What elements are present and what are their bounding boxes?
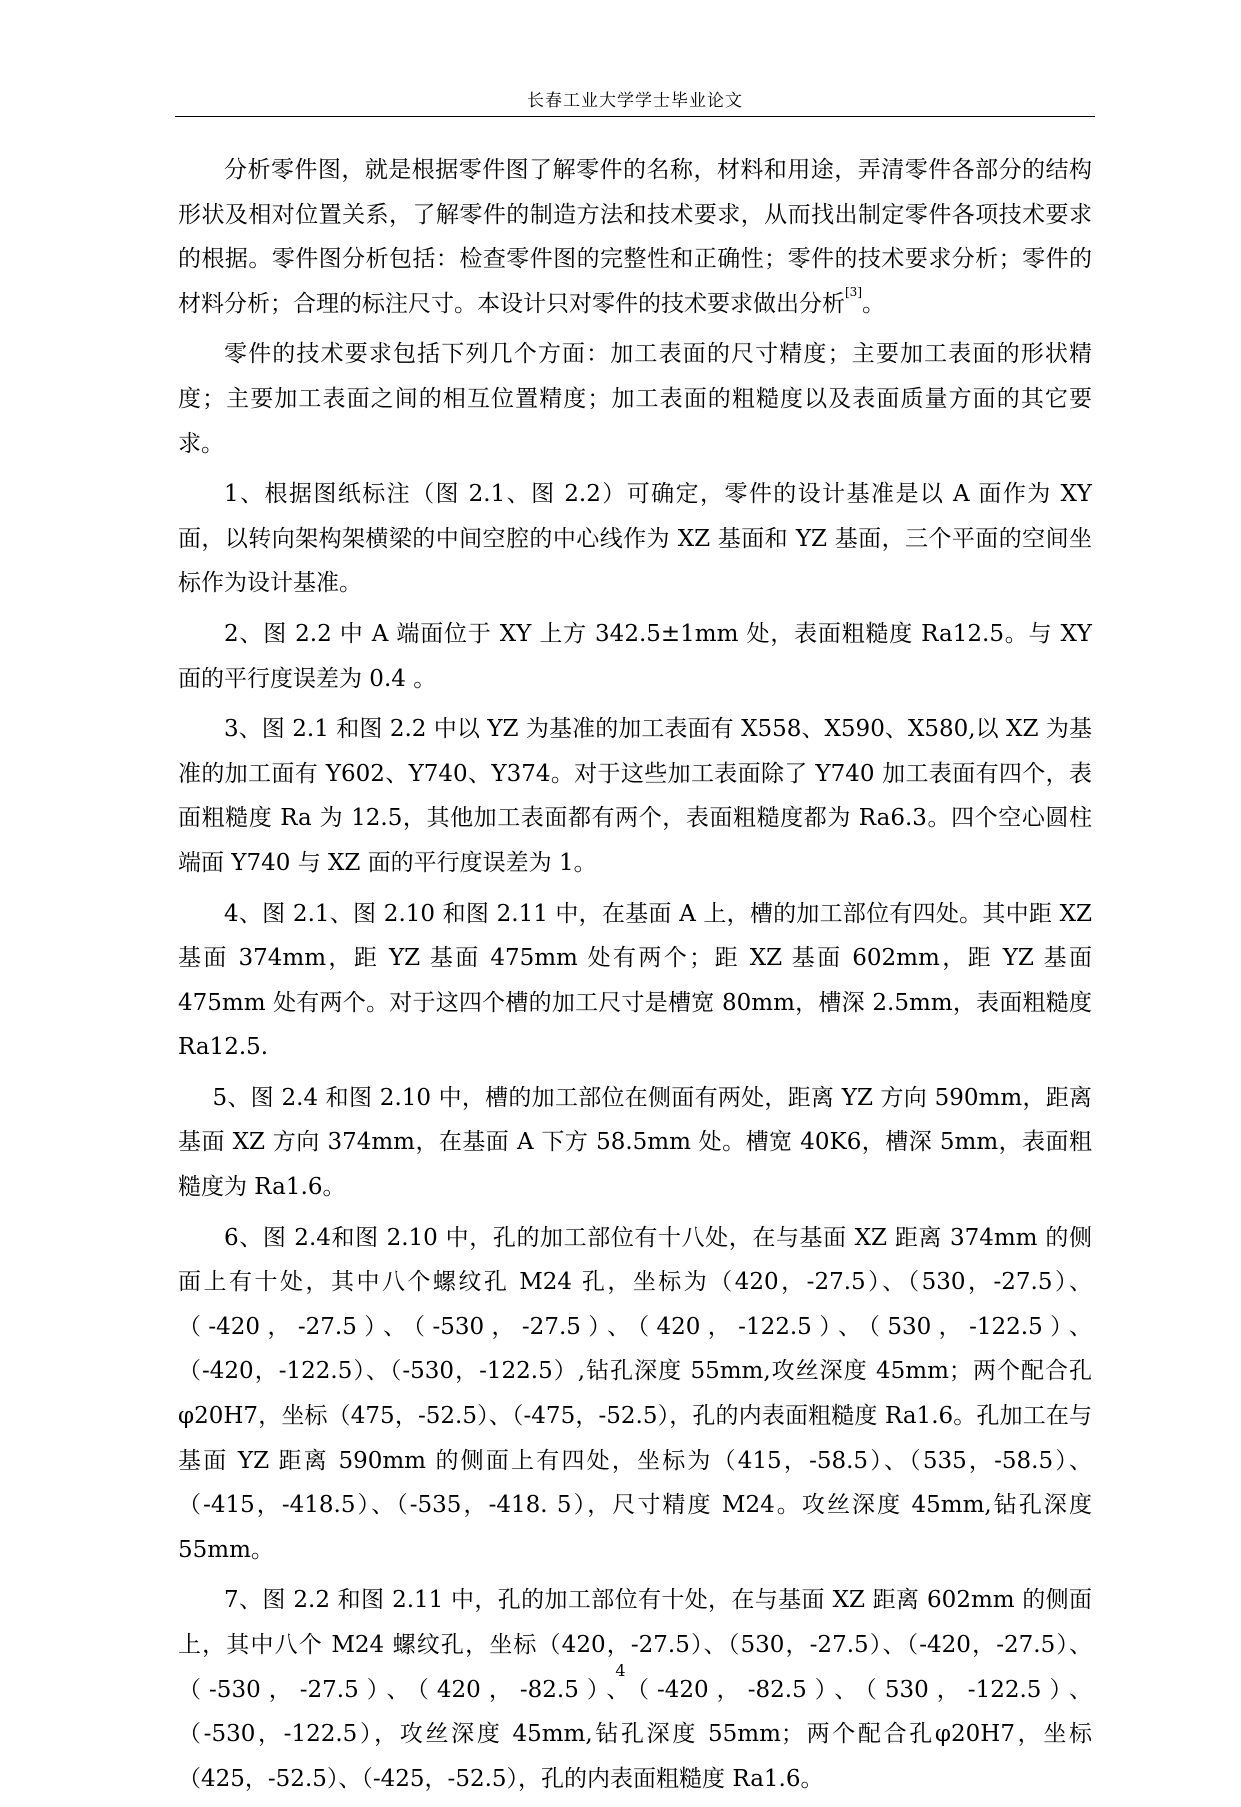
header-rule <box>175 116 1095 117</box>
paragraph: 4、图 2.1、图 2.10 和图 2.11 中，在基面 A 上，槽的加工部位有四处。其中距 XZ 基面 374mm，距 YZ 基面 475mm 处有两个；距 XZ 基面 602mm，距 YZ 基面 475mm 处有两个。对于这四个槽的加工尺寸是槽宽 80mm，槽深 2.5mm，表面粗糙度 Ra12.5. <box>178 900 1092 1061</box>
citation-mark: [3] <box>845 284 862 299</box>
paragraph: 零件的技术要求包括下列几个方面：加工表面的尺寸精度；主要加工表面的形状精度；主要加工表面之间的相互位置精度；加工表面的粗糙度以及表面质量方面的其它要求。 <box>178 341 1092 457</box>
paragraph: 7、图 2.2 和图 2.11 中，孔的加工部位有十处，在与基面 XZ 距离 602mm 的侧面上，其中八个 M24 螺纹孔，坐标（420，-27.5）、（530，-27.5）、（-420，-27.5）、（-530，-27.5）、（420，-82.5）、（-420，-82.5）、（530，-122.5）、（-530，-122.5），攻丝深度 45mm,钻孔深度 55mm；两个配合孔φ20H7，坐标（425，-52.5）、（-425，-52.5），孔的内表面粗糙度 Ra1.6。 <box>178 1587 1092 1792</box>
paragraph: 3、图 2.1 和图 2.2 中以 YZ 为基准的加工表面有 X558、X590、X580,以 XZ 为基准的加工面有 Y602、Y740、Y374。对于这些加工表面除了 Y740 加工表面有四个，表面粗糙度 Ra 为 12.5，其他加工表面都有两个，表面粗糙度都为 Ra6.3。四个空心圆柱端面 Y740 与 XZ 面的平行度误差为 1。 <box>178 716 1092 876</box>
paragraph: 1、根据图纸标注（图 2.1、图 2.2）可确定，零件的设计基准是以 A 面作为 XY 面，以转向架构架横梁的中间空腔的中心线作为 XZ 基面和 YZ 基面，三个平面的空间坐标作为设计基准。 <box>178 481 1092 597</box>
running-header: 长春工业大学学士毕业论文 <box>527 91 743 111</box>
paragraph: 6、图 2.4和图 2.10 中，孔的加工部位有十八处，在与基面 XZ 距离 374mm 的侧面上有十处，其中八个螺纹孔 M24 孔，坐标为（420，-27.5）、（530，-27.5）、（-420，-27.5）、（-530，-27.5）、（420，-122.5）、（530，-122.5）、（-420，-122.5）、（-530，-122.5）,钻孔深度 55mm,攻丝深度 45mm；两个配合孔φ20H7，坐标（475，-52.5）、（-475，-52.5），孔的内表面粗糙度 Ra1.6。孔加工在与基面 YZ 距离 590mm 的侧面上有四处，坐标为（415，-58.5）、（535，-58.5）、（-415，-418.5）、（-535，-418. 5），尺寸精度 M24。攻丝深度 45mm,钻孔深度 55mm。 <box>178 1224 1092 1563</box>
body-text <box>178 148 1092 1807</box>
page-number: 4 <box>615 1661 626 1680</box>
paragraph: 分析零件图，就是根据零件图了解零件的名称，材料和用途，弄清零件各部分的结构形状及相对位置关系，了解零件的制造方法和技术要求，从而找出制定零件各项技术要求的根据。零件图分析包括：检查零件图的完整性和正确性；零件的技术要求分析；零件的材料分析；合理的标注尺寸。本设计只对零件的技术要求做出分析[3]。 <box>178 157 1092 317</box>
paragraph: 5、图 2.4 和图 2.10 中，槽的加工部位在侧面有两处，距离 YZ 方向 590mm，距离基面 XZ 方向 374mm，在基面 A 下方 58.5mm 处。槽宽 40K6，槽深 5mm，表面粗糙度为 Ra1.6。 <box>178 1084 1092 1201</box>
paragraph: 2、图 2.2 中 A 端面位于 XY 上方 342.5±1mm 处，表面粗糙度 Ra12.5。与 XY 面的平行度误差为 0.4 。 <box>178 620 1092 692</box>
